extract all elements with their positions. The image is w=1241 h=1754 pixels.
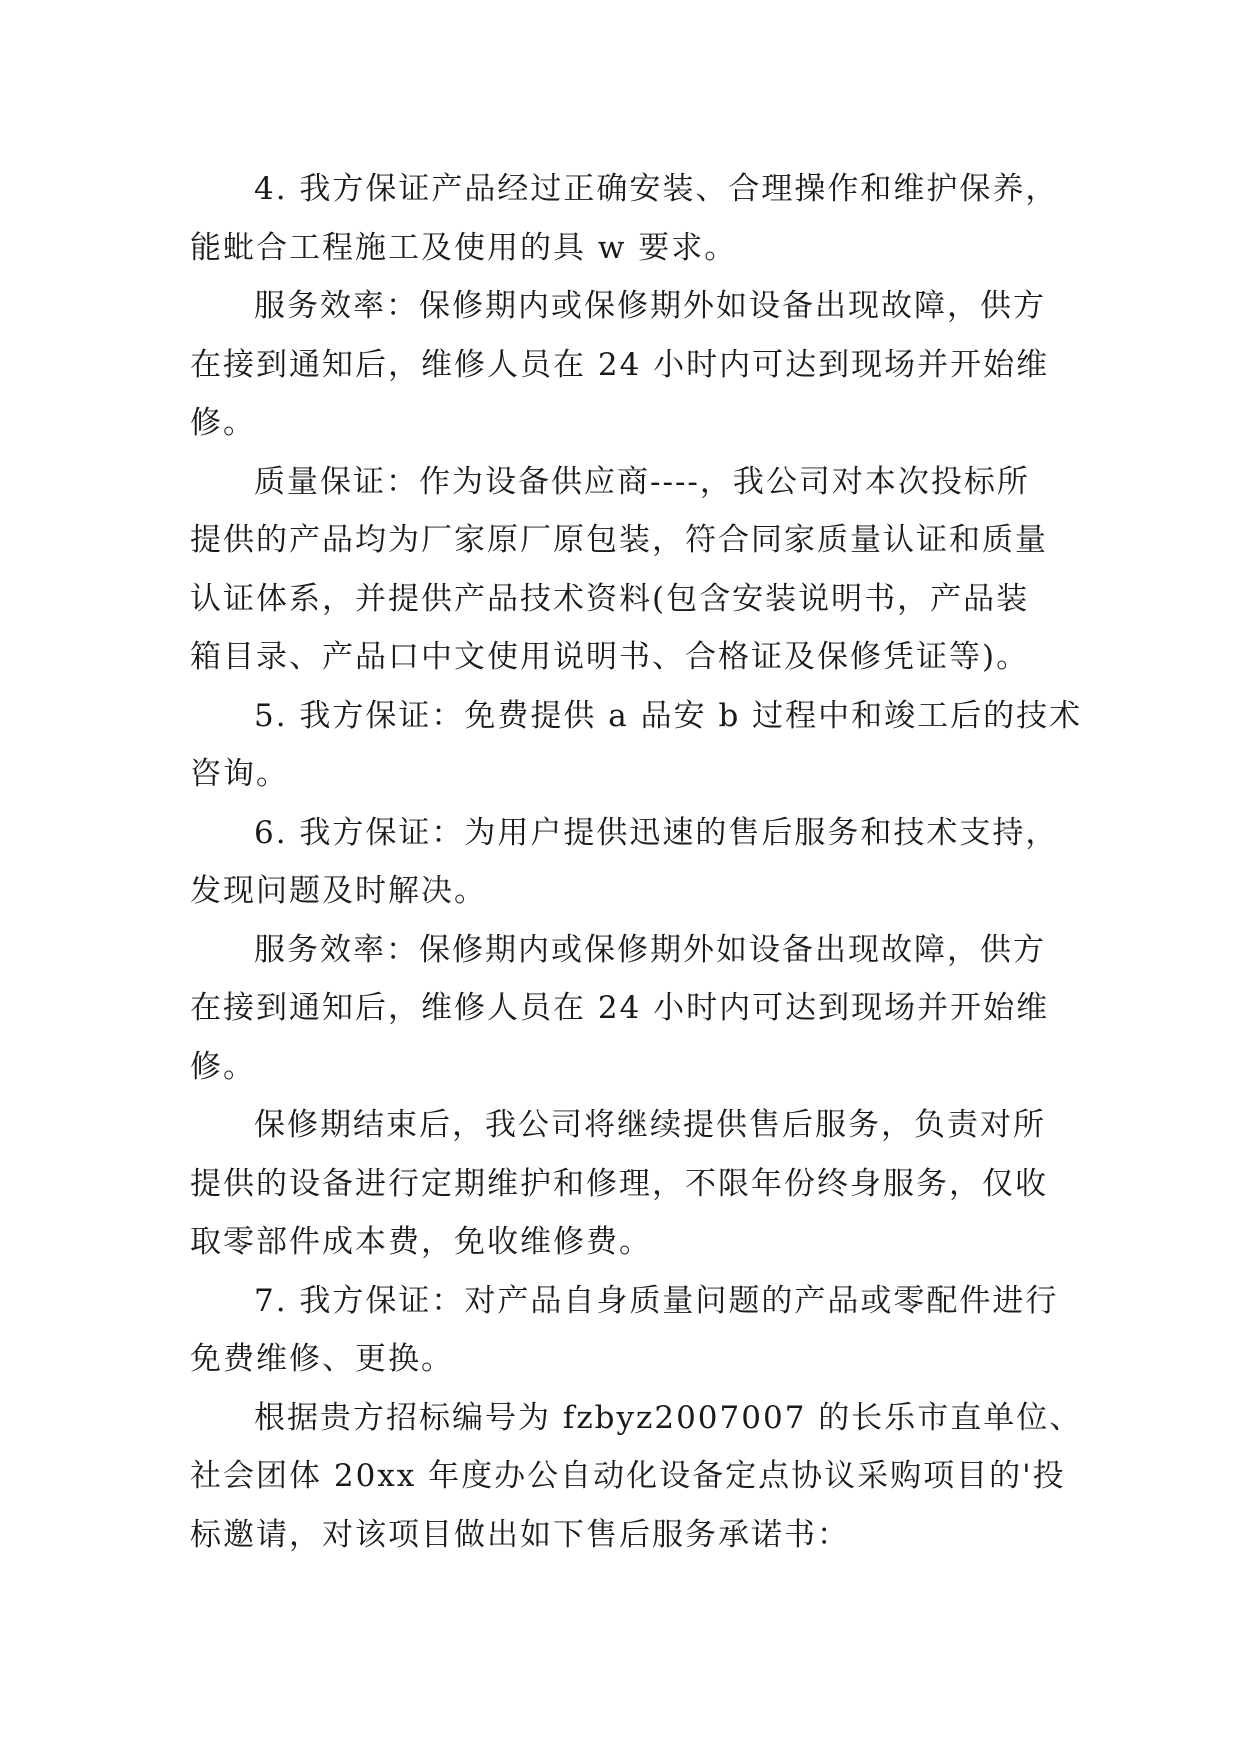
text-line: 在接到通知后，维修人员在 24 小时内可达到现场并开始维	[190, 346, 1050, 383]
text-line: 免费维修、更换。	[190, 1341, 454, 1377]
paragraph-guarantee-5	[190, 687, 1083, 804]
paragraph-guarantee-6	[190, 804, 1060, 921]
document-body	[190, 160, 1083, 1564]
text-line: 标邀请，对该项目做出如下售后服务承诺书：	[190, 1516, 850, 1553]
text-line: 能蚍合工程施工及使用的具 w 要求。	[190, 229, 738, 266]
text-line: 根据贵方招标编号为 fzbyz2007007 的长乐市直单位、	[254, 1399, 1083, 1436]
text-line: 服务效率：保修期内或保修期外如设备出现故障，供方	[254, 288, 1046, 324]
text-line: 修。	[190, 1048, 256, 1085]
text-line: 5. 我方保证：免费提供 a 品安 b 过程中和竣工后的技术	[254, 697, 1083, 734]
text-line: 认证体系，并提供产品技术资料(包含安装说明书，产品装	[190, 580, 1030, 617]
text-line: 提供的产品均为厂家原厂原包装，符合同家质量认证和质量	[190, 522, 1048, 558]
text-line: 质量保证：作为设备供应商----，我公司对本次投标所	[254, 463, 1030, 500]
text-line: 提供的设备进行定期维护和修理，不限年份终身服务，仅收	[190, 1165, 1048, 1202]
text-line: 保修期结束后，我公司将继续提供售后服务，负责对所	[254, 1107, 1046, 1143]
text-line: 7. 我方保证：对产品自身质量问题的产品或零配件进行	[254, 1282, 1059, 1319]
text-line: 箱目录、产品口中文使用说明书、合格证及保修凭证等)。	[190, 639, 1030, 675]
text-line: 取零部件成本费，免收维修费。	[190, 1224, 652, 1260]
paragraph-after-warranty	[190, 1096, 1060, 1272]
paragraph-guarantee-7	[190, 1272, 1060, 1389]
text-line: 6. 我方保证：为用户提供迅速的售后服务和技术支持，	[254, 814, 1059, 851]
text-line: 服务效率：保修期内或保修期外如设备出现故障，供方	[254, 931, 1046, 968]
text-line: 咨询。	[190, 756, 289, 792]
text-line: 在接到通知后，维修人员在 24 小时内可达到现场并开始维	[190, 990, 1050, 1026]
text-line: 发现问题及时解决。	[190, 873, 487, 909]
paragraph-guarantee-4	[190, 160, 1060, 277]
paragraph-tender-commitment	[190, 1389, 1083, 1565]
text-line: 社会团体 20xx 年度办公自动化设备定点协议采购项目的'投	[190, 1458, 1066, 1494]
text-line: 4. 我方保证产品经过正确安装、合理操作和维护保养，	[254, 171, 1059, 207]
text-line: 修。	[190, 405, 256, 441]
paragraph-quality-assurance	[190, 453, 1060, 687]
paragraph-service-efficiency	[190, 277, 1060, 453]
paragraph-service-efficiency-repeat	[190, 921, 1060, 1097]
